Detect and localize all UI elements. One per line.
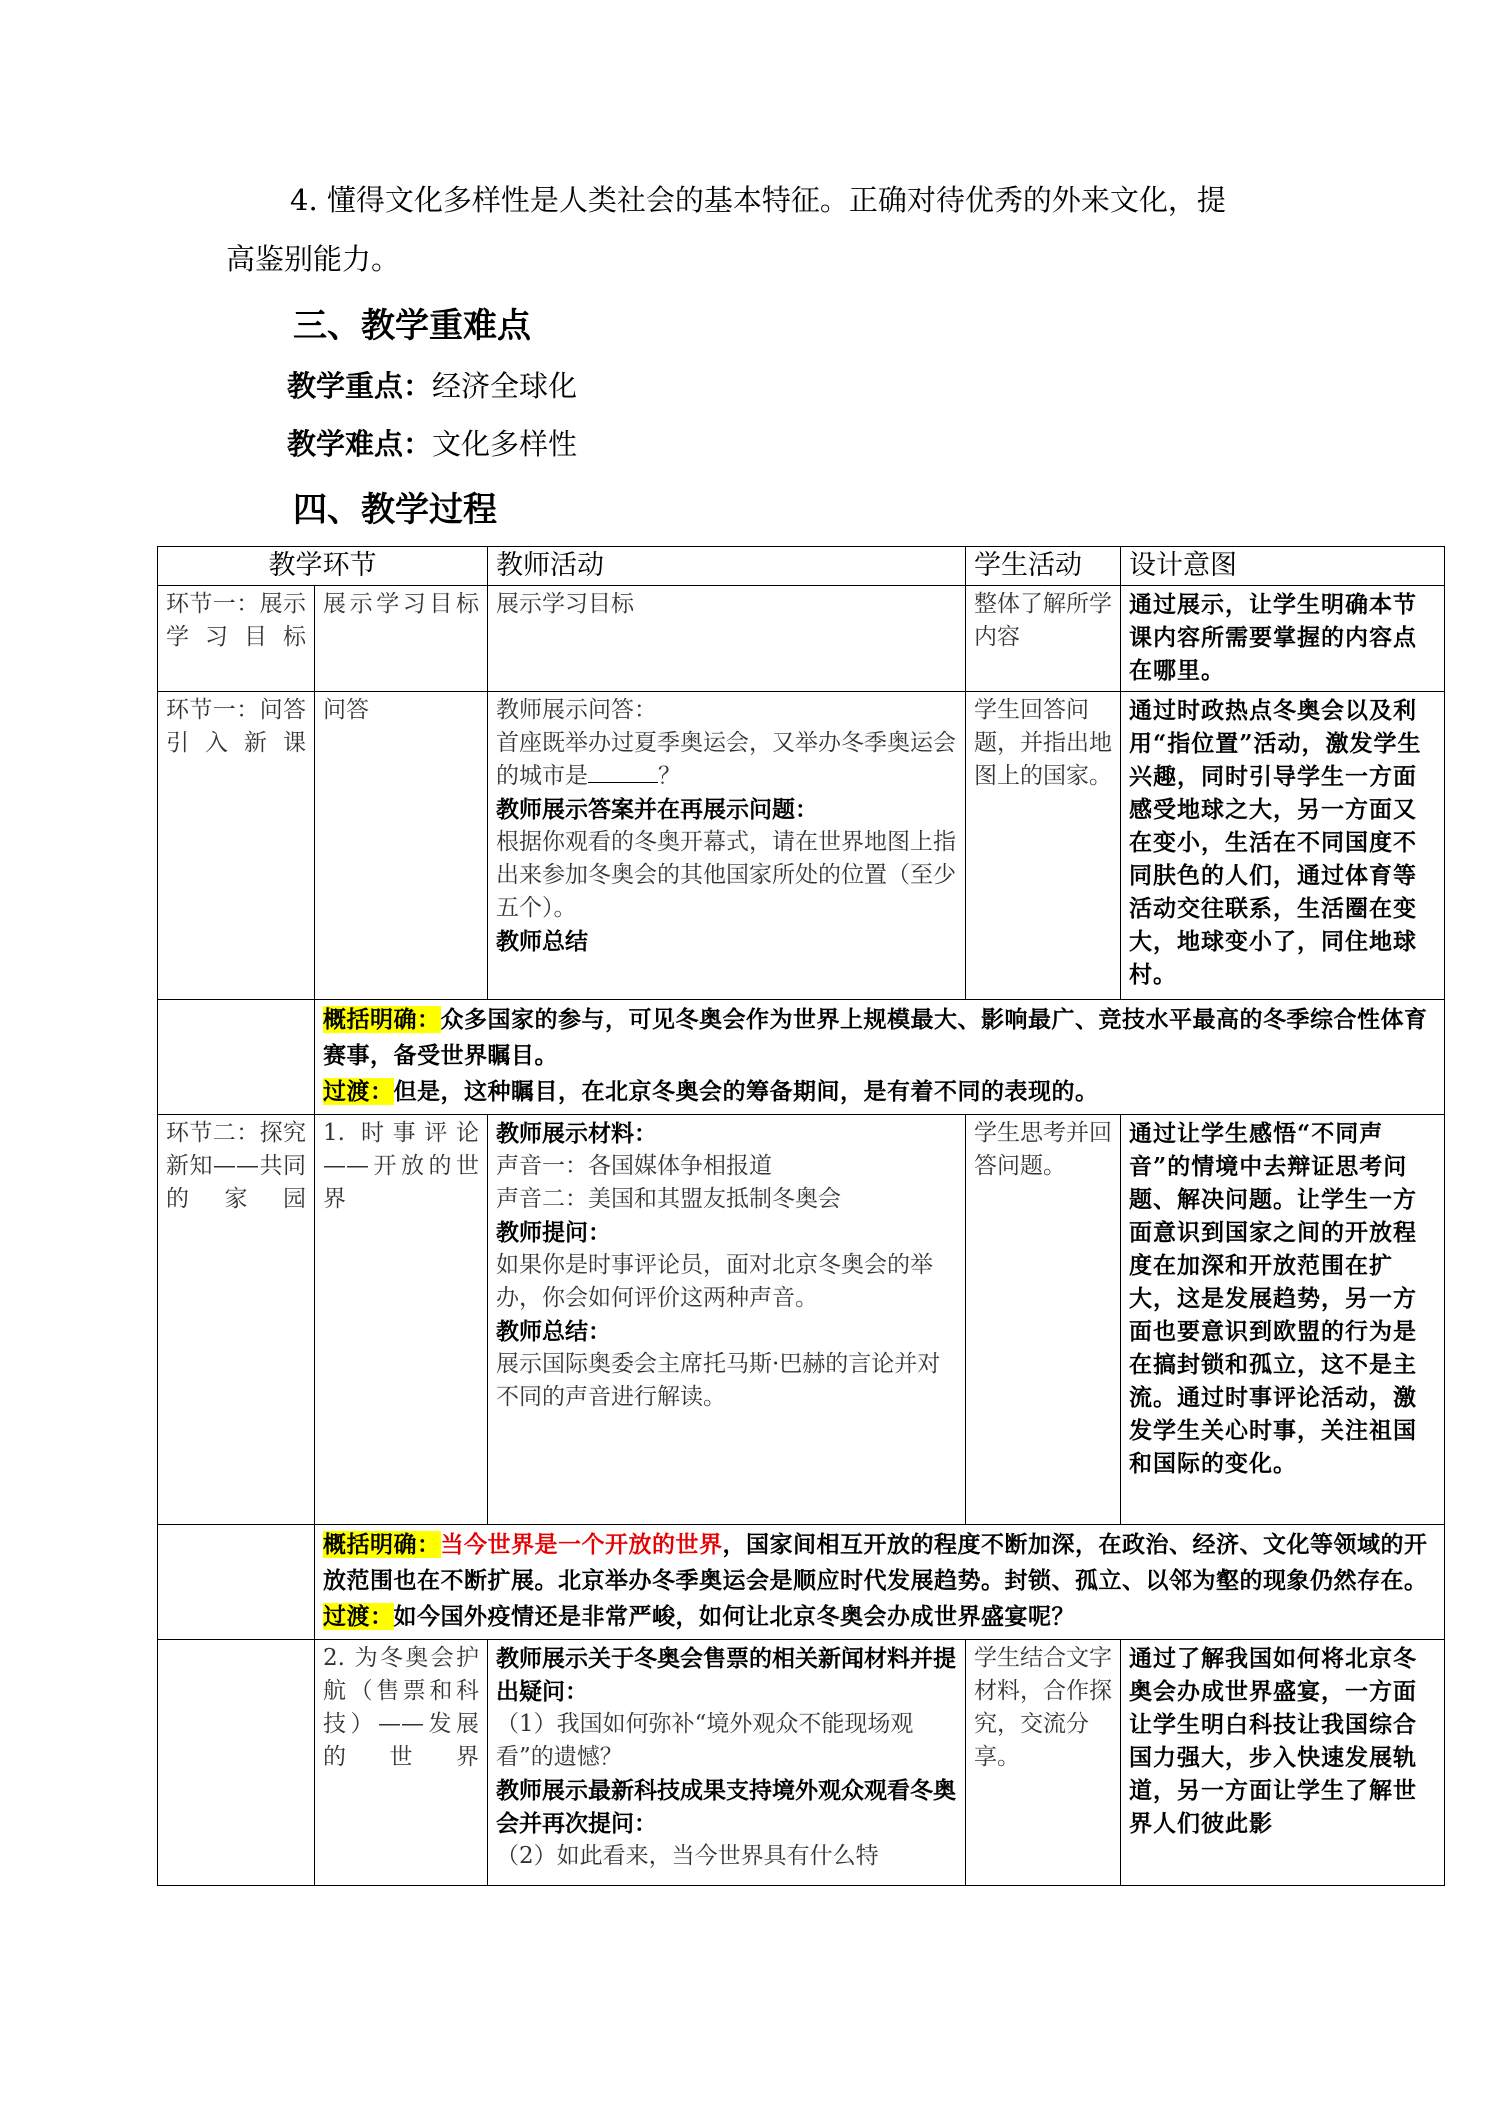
- teacher-text: （2）如此看来，当今世界具有什么特: [496, 1843, 879, 1869]
- table-row: [158, 692, 1445, 1000]
- summary-cell: [315, 1000, 1445, 1115]
- teaching-focus-value: 经济全球化: [432, 369, 578, 403]
- transition-text: 如今国外疫情还是非常严峻，如何让北京冬奥会办成世界盛宴呢？: [393, 1603, 1075, 1630]
- teacher-text: 声音一：各国媒体争相报道: [496, 1153, 772, 1179]
- sub-stage-cell: 展示学习目标: [315, 586, 488, 692]
- section-4-heading: 四、教学过程: [293, 490, 497, 530]
- summary-blank-cell: [158, 1000, 315, 1115]
- teacher-text: 教师展示答案并在再展示问题：: [496, 796, 818, 823]
- student-cell: 学生思考并回答问题。: [966, 1115, 1121, 1525]
- design-cell: 通过让学生感悟“不同声音”的情境中去辩证思考问题、解决问题。让学生一方面意识到国家之间的开放程度在加深和开放范围在扩大，这是发展趋势，另一方面也要意识到欧盟的行为是在搞封锁和孤立，这不是主流。通过时事评论活动，激发学生关心时事，关注祖国和国际的变化。: [1121, 1115, 1445, 1525]
- teacher-text: 教师总结：: [496, 1318, 611, 1345]
- sub-stage-cell: 2. 为冬奥会护航（售票和科技）——发展的世界: [315, 1640, 488, 1886]
- teacher-text: 教师提问：: [496, 1219, 611, 1246]
- summary-row: [158, 1000, 1445, 1115]
- teacher-text: 教师展示问答：: [496, 697, 657, 723]
- teaching-difficulty-value: 文化多样性: [432, 427, 578, 461]
- answer-blank: [588, 760, 658, 783]
- student-cell: 学生回答问题，并指出地图上的国家。: [966, 692, 1121, 1000]
- teacher-text: 教师总结: [496, 928, 588, 955]
- teacher-text: （1）我国如何弥补“境外观众不能现场观看”的遗憾？: [496, 1711, 914, 1770]
- sub-stage-cell: 问答: [315, 692, 488, 1000]
- summary-label: 概括明确：: [323, 1006, 441, 1033]
- summary-text: 众多国家的参与，可见冬奥会作为世界上规模最大、影响最广、竞技水平最高的冬季综合性体育赛事，备受世界瞩目。: [323, 1006, 1428, 1069]
- summary-text: ，国家间相互开放的程度不断加深，在政治、经济、文化等领域的开放范围也在不断扩展。北京举办冬季奥运会是顺应时代发展趋势。封锁、孤立、以邻为壑的现象仍然存在。: [323, 1531, 1428, 1594]
- question-text: 首座既举办过夏季奥运会，又举办冬季奥运会的城市是: [496, 730, 956, 789]
- design-cell: 通过了解我国如何将北京冬奥会办成世界盛宴，一方面让学生明白科技让我国综合国力强大，步入快速发展轨道，另一方面让学生了解世界人们彼此影: [1121, 1640, 1445, 1886]
- teacher-text: 如果你是时事评论员，面对北京冬奥会的举办，你会如何评价这两种声音。: [496, 1252, 933, 1311]
- teacher-text: 教师展示最新科技成果支持境外观众观看冬奥会并再次提问：: [496, 1777, 956, 1837]
- teacher-cell: [488, 692, 966, 1000]
- teaching-difficulty-label: 教学难点：: [287, 427, 433, 461]
- teacher-text: 教师展示材料：: [496, 1120, 657, 1147]
- stage-cell: 环节二：探究新知——共同的家园: [158, 1115, 315, 1525]
- table-header-row: [158, 547, 1445, 586]
- table-row: [158, 1115, 1445, 1525]
- teacher-cell: [488, 1115, 966, 1525]
- student-cell: 学生结合文字材料，合作探究，交流分享。: [966, 1640, 1121, 1886]
- transition-label: 过渡：: [323, 1078, 394, 1105]
- summary-blank-cell: [158, 1525, 315, 1640]
- intro-line-1: 4. 懂得文化多样性是人类社会的基本特征。正确对待优秀的外来文化，提: [290, 183, 1226, 217]
- student-cell: 整体了解所学内容: [966, 586, 1121, 692]
- teaching-focus: [287, 364, 577, 405]
- table-row: [158, 1640, 1445, 1886]
- teaching-difficulty: [287, 422, 577, 463]
- intro-line-2: 高鉴别能力。: [226, 242, 401, 276]
- teaching-process-table: [157, 546, 1445, 1886]
- teaching-focus-label: 教学重点：: [287, 369, 433, 403]
- teacher-text: 声音二：美国和其盟友抵制冬奥会: [496, 1186, 841, 1212]
- teacher-text: 根据你观看的冬奥开幕式，请在世界地图上指出来参加冬奥会的其他国家所处的位置（至少五个）。: [496, 829, 956, 921]
- header-design: 设计意图: [1121, 547, 1445, 586]
- summary-row: [158, 1525, 1445, 1640]
- section-3-heading: 三、教学重难点: [293, 306, 531, 346]
- teacher-text: 展示国际奥委会主席托马斯·巴赫的言论并对不同的声音进行解读。: [496, 1351, 941, 1410]
- teacher-question: [496, 727, 957, 793]
- header-teacher: 教师活动: [488, 547, 966, 586]
- teacher-text: 教师展示关于冬奥会售票的相关新闻材料并提出疑问：: [496, 1645, 956, 1705]
- sub-stage-cell: 1. 时事评论——开放的世界: [315, 1115, 488, 1525]
- summary-cell: [315, 1525, 1445, 1640]
- question-mark: ？: [658, 763, 681, 789]
- stage-cell: 环节一：展示学习目标: [158, 586, 315, 692]
- teacher-cell: [488, 1640, 966, 1886]
- table-row: [158, 586, 1445, 692]
- transition-label: 过渡：: [323, 1603, 394, 1630]
- summary-highlight: 当今世界是一个开放的世界: [440, 1531, 723, 1558]
- header-student: 学生活动: [966, 547, 1121, 586]
- stage-cell: 环节一：问答引入新课: [158, 692, 315, 1000]
- stage-cell: [158, 1640, 315, 1886]
- design-cell: 通过展示，让学生明确本节课内容所需要掌握的内容点在哪里。: [1121, 586, 1445, 692]
- teacher-cell: 展示学习目标: [488, 586, 966, 692]
- design-cell: 通过时政热点冬奥会以及利用“指位置”活动，激发学生兴趣，同时引导学生一方面感受地球之大，另一方面又在变小，生活在不同国度不同肤色的人们，通过体育等活动交往联系，生活圈在变大，地球变小了，同住地球村。: [1121, 692, 1445, 1000]
- transition-text: 但是，这种瞩目，在北京冬奥会的筹备期间，是有着不同的表现的。: [393, 1078, 1099, 1105]
- summary-label: 概括明确：: [323, 1531, 441, 1558]
- header-stage: 教学环节: [158, 547, 488, 586]
